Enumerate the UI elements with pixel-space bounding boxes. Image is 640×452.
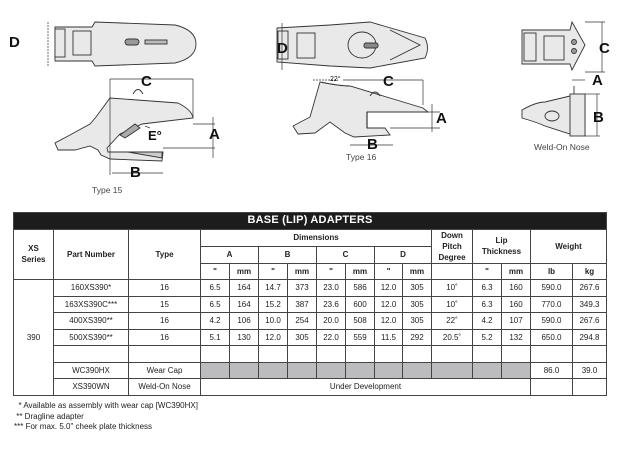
na-cell — [473, 362, 502, 379]
part-number: XS390WN — [54, 379, 129, 396]
base-lip-adapters-table — [13, 212, 607, 396]
type16-label-b: B — [367, 136, 378, 153]
table-row-weld-nose — [14, 379, 607, 396]
lip-in: 5.2 — [473, 329, 502, 346]
part-number: 400XS390** — [54, 313, 129, 330]
unit-mm: mm — [230, 263, 259, 280]
dim-a-in: 4.2 — [201, 313, 230, 330]
dim-b-in: 15.2 — [259, 296, 288, 313]
weight-lb: 590.0 — [531, 280, 573, 297]
type: Weld-On Nose — [129, 379, 201, 396]
dim-d-mm: 305 — [403, 313, 432, 330]
na-cell — [403, 362, 432, 379]
unit-mm: mm — [288, 263, 317, 280]
empty-cell — [317, 346, 346, 363]
unit-inch: " — [201, 263, 230, 280]
type15-label-b: B — [130, 164, 141, 181]
empty-cell — [129, 346, 201, 363]
down-pitch: 10˚ — [432, 280, 473, 297]
header-dim-a: A — [201, 246, 259, 263]
dim-a-mm: 164 — [230, 280, 259, 297]
type15-caption: Type 15 — [92, 185, 123, 195]
unit-mm: mm — [403, 263, 432, 280]
na-cell — [201, 362, 230, 379]
footnotes — [14, 401, 198, 433]
down-pitch: 10˚ — [432, 296, 473, 313]
lip-mm: 107 — [502, 313, 531, 330]
type16-label-d: D — [277, 40, 288, 57]
weld-nose-label-c: C — [599, 40, 610, 57]
lip-mm: 160 — [502, 296, 531, 313]
weight-kg: 294.8 — [573, 329, 607, 346]
header-part-number: Part Number — [54, 229, 129, 280]
table-row — [14, 296, 607, 313]
weld-nose-label-b: B — [593, 109, 604, 126]
weight-kg: 349.3 — [573, 296, 607, 313]
header-dim-b: B — [259, 246, 317, 263]
empty-cell — [230, 346, 259, 363]
down-pitch: 20.5˚ — [432, 329, 473, 346]
type: 15 — [129, 296, 201, 313]
na-cell — [375, 362, 403, 379]
dim-a-in: 5.1 — [201, 329, 230, 346]
dim-a-in: 6.5 — [201, 296, 230, 313]
part-number: 500XS390** — [54, 329, 129, 346]
footnote-1: * Available as assembly with wear cap [WC390HX] — [14, 401, 198, 410]
series-value: 390 — [14, 280, 54, 396]
dim-c-in: 23.0 — [317, 280, 346, 297]
na-cell — [230, 362, 259, 379]
empty-cell — [201, 346, 230, 363]
type: 16 — [129, 280, 201, 297]
weight-lb: 86.0 — [531, 362, 573, 379]
type16-label-a: A — [436, 110, 447, 127]
na-cell — [317, 362, 346, 379]
footnote-2: ** Dragline adapter — [14, 411, 84, 421]
dim-b-in: 10.0 — [259, 313, 288, 330]
empty-cell — [531, 346, 573, 363]
header-down-pitch: Down Pitch Degree — [432, 229, 473, 263]
empty-cell — [346, 346, 375, 363]
dim-c-in: 23.6 — [317, 296, 346, 313]
dim-c-mm: 600 — [346, 296, 375, 313]
status-under-development: Under Development — [201, 379, 531, 396]
header-dim-c: C — [317, 246, 375, 263]
footnote-3: *** For max. 5.0" cheek plate thickness — [14, 422, 153, 431]
dim-d-in: 11.5 — [375, 329, 403, 346]
empty-cell — [502, 346, 531, 363]
weight-lb: 770.0 — [531, 296, 573, 313]
weight-kg — [573, 379, 607, 396]
dim-c-mm: 559 — [346, 329, 375, 346]
unit-inch: " — [317, 263, 346, 280]
type15-label-c: C — [141, 73, 152, 90]
type15-label-e: E° — [148, 128, 162, 143]
empty-cell — [288, 346, 317, 363]
dim-b-mm: 305 — [288, 329, 317, 346]
type16-label-c: C — [383, 73, 394, 90]
table-row — [14, 329, 607, 346]
type: Wear Cap — [129, 362, 201, 379]
na-cell — [502, 362, 531, 379]
dim-c-mm: 586 — [346, 280, 375, 297]
dim-d-in: 12.0 — [375, 296, 403, 313]
dim-b-in: 14.7 — [259, 280, 288, 297]
table-row-wear-cap — [14, 362, 607, 379]
weld-nose-label-a: A — [592, 72, 603, 89]
weight-kg: 267.6 — [573, 280, 607, 297]
empty-cell — [432, 346, 473, 363]
na-cell — [288, 362, 317, 379]
dim-b-mm: 373 — [288, 280, 317, 297]
type: 16 — [129, 313, 201, 330]
weight-kg: 39.0 — [573, 362, 607, 379]
table-row — [14, 313, 607, 330]
dim-a-in: 6.5 — [201, 280, 230, 297]
na-cell — [259, 362, 288, 379]
empty-cell — [375, 346, 403, 363]
lip-mm: 132 — [502, 329, 531, 346]
header-weight: Weight — [531, 229, 607, 263]
unit-inch: " — [473, 263, 502, 280]
dim-b-mm: 254 — [288, 313, 317, 330]
dim-c-in: 22.0 — [317, 329, 346, 346]
dim-d-mm: 292 — [403, 329, 432, 346]
dim-d-in: 12.0 — [375, 313, 403, 330]
type16-drawing — [240, 0, 460, 200]
unit-lb: lb — [531, 263, 573, 280]
dim-a-mm: 106 — [230, 313, 259, 330]
dim-c-mm: 508 — [346, 313, 375, 330]
down-pitch-unit-spacer — [432, 263, 473, 280]
part-number: 160XS390* — [54, 280, 129, 297]
empty-cell — [259, 346, 288, 363]
dim-a-mm: 164 — [230, 296, 259, 313]
unit-mm: mm — [346, 263, 375, 280]
type15-label-d: D — [9, 34, 20, 51]
empty-cell — [573, 346, 607, 363]
header-type: Type — [129, 229, 201, 280]
lip-in: 6.3 — [473, 296, 502, 313]
empty-cell — [403, 346, 432, 363]
part-number: WC390HX — [54, 362, 129, 379]
dim-d-in: 12.0 — [375, 280, 403, 297]
lip-mm: 160 — [502, 280, 531, 297]
weld-nose-caption: Weld-On Nose — [534, 142, 590, 152]
dim-b-in: 12.0 — [259, 329, 288, 346]
type15-label-a: A — [209, 126, 220, 143]
dim-c-in: 20.0 — [317, 313, 346, 330]
empty-cell — [473, 346, 502, 363]
header-dim-d: D — [375, 246, 432, 263]
na-cell — [432, 362, 473, 379]
weight-lb: 590.0 — [531, 313, 573, 330]
dim-d-mm: 305 — [403, 296, 432, 313]
type: 16 — [129, 329, 201, 346]
weight-lb — [531, 379, 573, 396]
dim-a-mm: 130 — [230, 329, 259, 346]
unit-inch: " — [375, 263, 403, 280]
type15-drawing — [0, 0, 220, 200]
lip-in: 4.2 — [473, 313, 502, 330]
type16-label-angle: 22° — [330, 76, 341, 83]
unit-kg: kg — [573, 263, 607, 280]
header-series: XS Series — [14, 229, 54, 280]
dim-b-mm: 387 — [288, 296, 317, 313]
lip-in: 6.3 — [473, 280, 502, 297]
down-pitch: 22˚ — [432, 313, 473, 330]
empty-cell — [54, 346, 129, 363]
type16-caption: Type 16 — [346, 152, 377, 162]
adapter-type15-illustration — [0, 0, 220, 200]
header-dimensions: Dimensions — [201, 229, 432, 246]
dim-d-mm: 305 — [403, 280, 432, 297]
weight-lb: 650.0 — [531, 329, 573, 346]
unit-mm: mm — [502, 263, 531, 280]
table-row — [14, 280, 607, 297]
unit-inch: " — [259, 263, 288, 280]
table-title: BASE (LIP) ADAPTERS — [14, 213, 607, 230]
table-row-empty — [14, 346, 607, 363]
part-number: 163XS390C*** — [54, 296, 129, 313]
weight-kg: 267.6 — [573, 313, 607, 330]
weld-on-nose-drawing — [480, 0, 640, 200]
header-lip-thickness: Lip Thickness — [473, 229, 531, 263]
na-cell — [346, 362, 375, 379]
